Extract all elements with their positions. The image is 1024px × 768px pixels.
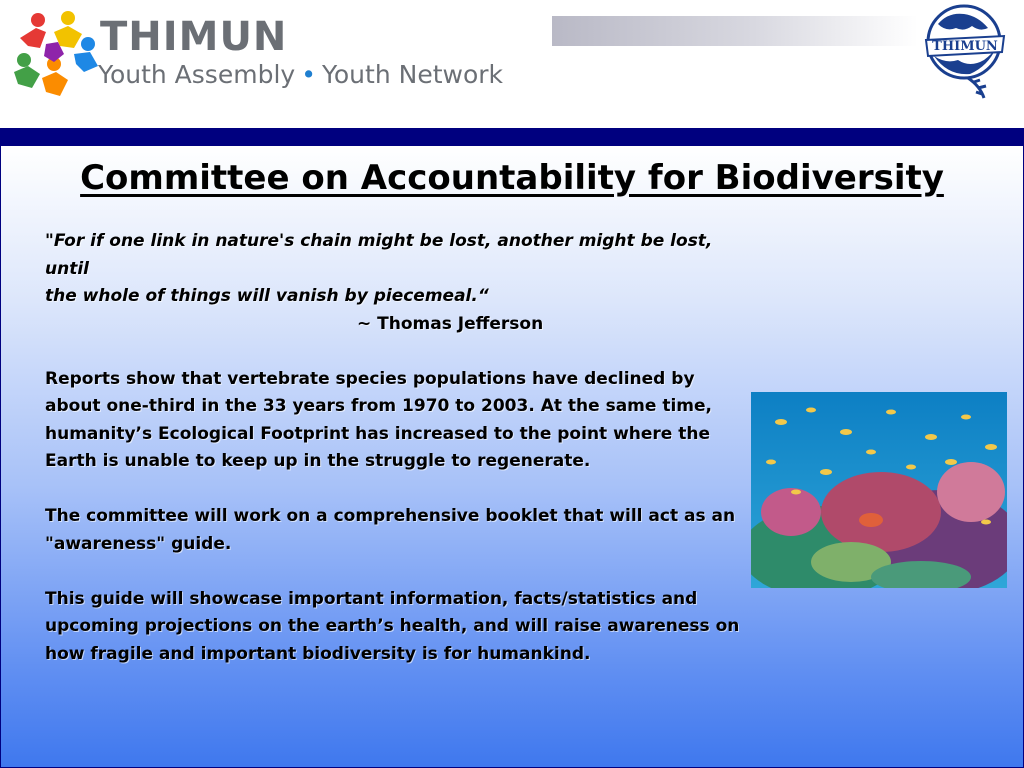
separator-dot-icon: • bbox=[301, 60, 316, 89]
slide-title bbox=[1, 158, 1023, 198]
slide-content bbox=[0, 146, 1024, 768]
paragraph-guide: This guide will showcase important information, facts/statistics and upcoming projections on the earth’s health, and will raise awareness on how fragile and important biodiversity is for humankind. bbox=[45, 588, 740, 664]
quote-line-1: "For if one link in nature's chain might be lost, another might be lost, until bbox=[45, 231, 713, 279]
paragraph-decline: Reports show that vertebrate species populations have declined by about one-third in the 33 years from 1970 to 2003. At the same time, humanity’s Ecological Footprint has increased to the point where the Earth is unable to keep up in the struggle to regenerate. bbox=[45, 368, 712, 471]
people-figures-logo-icon bbox=[10, 8, 102, 100]
coral-reef-photo bbox=[751, 392, 1007, 588]
quote-author: ~ Thomas Jefferson bbox=[357, 313, 544, 334]
brand-subtitle bbox=[98, 60, 503, 89]
brand-name: THIMUN bbox=[100, 14, 288, 60]
globe-label: THIMUN bbox=[932, 39, 998, 54]
header-gradient-bar bbox=[552, 16, 918, 46]
thimun-globe-logo-icon bbox=[918, 2, 1014, 100]
slide-header bbox=[0, 0, 1024, 128]
paragraph-booklet: The committee will work on a comprehensive booklet that will act as an "awareness" guide. bbox=[45, 506, 736, 554]
brand-sub-right: Youth Network bbox=[321, 60, 504, 89]
brand-sub-left: Youth Assembly bbox=[98, 60, 296, 89]
slide-body bbox=[45, 228, 755, 668]
slide-title-text: Committee on Accountability for Biodiversity bbox=[80, 158, 944, 198]
navy-divider-bar bbox=[0, 128, 1024, 146]
quote-line-2: the whole of things will vanish by piecemeal.“ bbox=[45, 286, 489, 306]
